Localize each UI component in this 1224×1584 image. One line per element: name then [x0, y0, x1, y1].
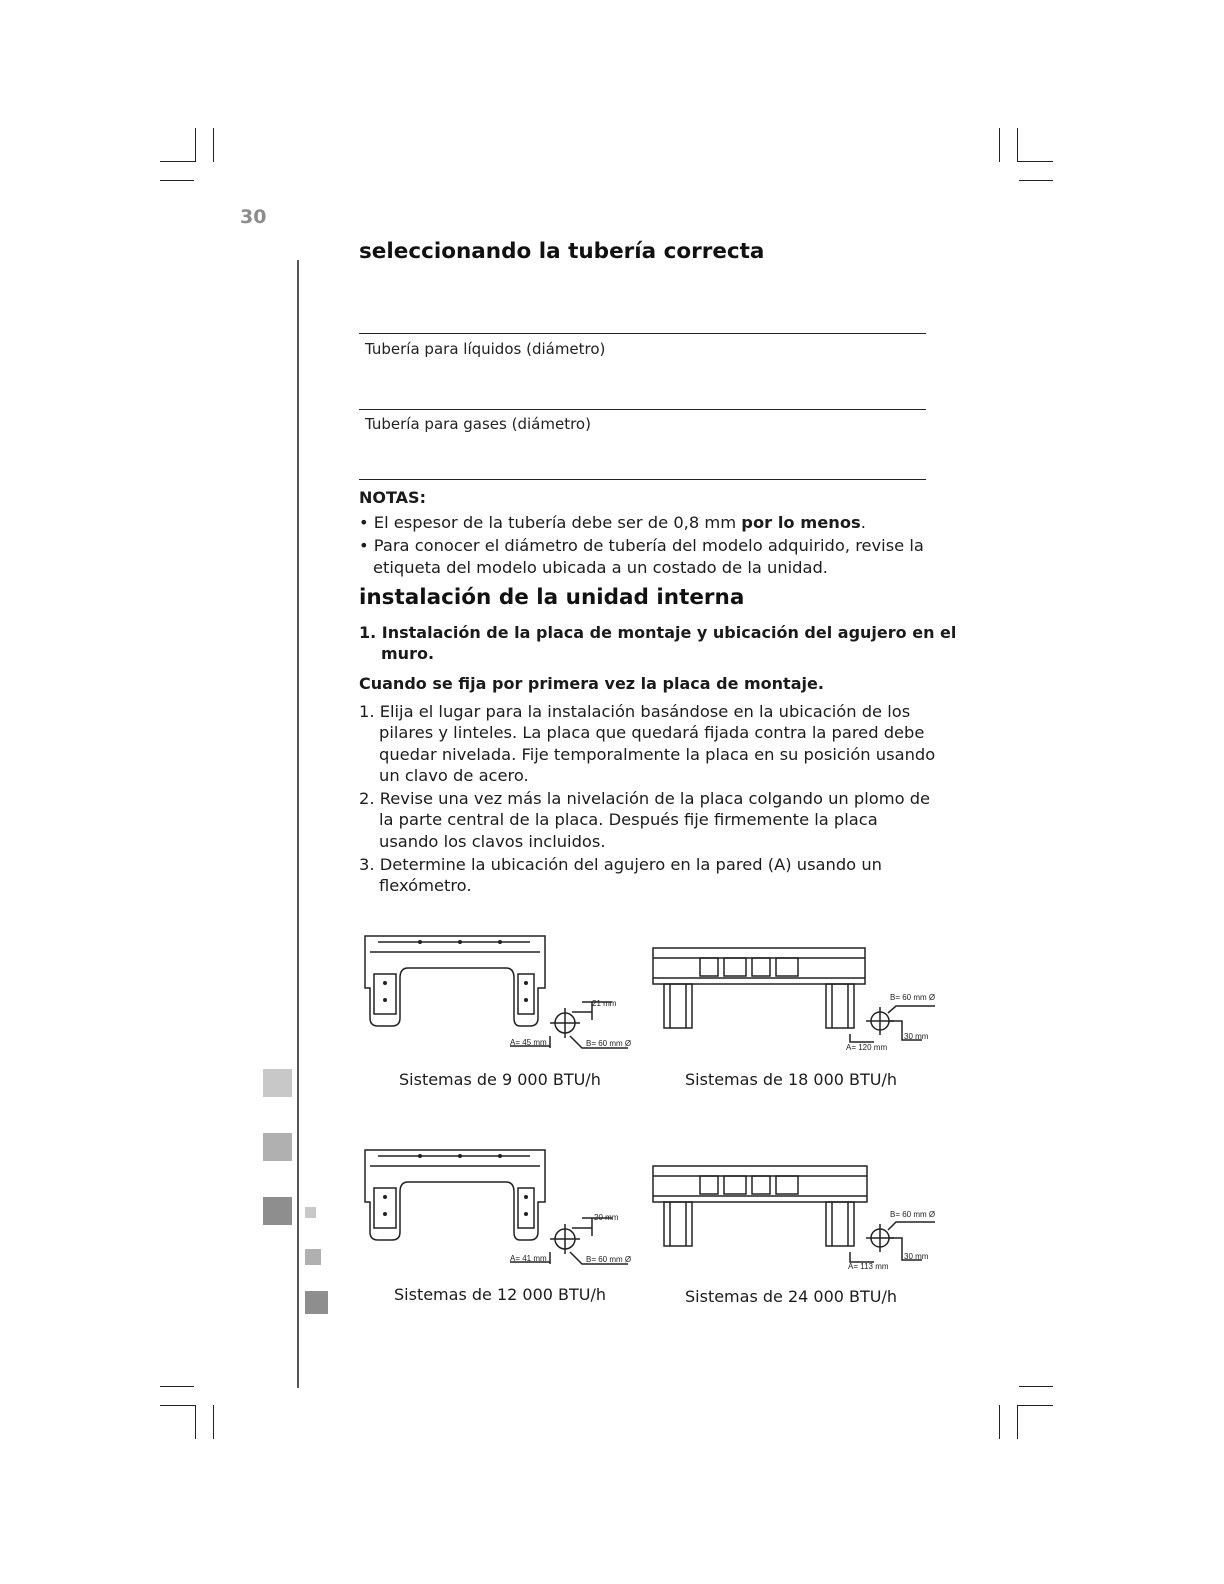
figure-caption: Sistemas de 9 000 BTU/h: [399, 1070, 601, 1089]
margin-rule: [297, 260, 299, 1388]
mounting-plate-diagram-9000: [360, 928, 640, 1056]
step-item: 2. Revise una vez más la nivelación de la placa colgando un plomo de la parte central de la placa. Después fije firmemente la placa usando los clavos incluidos.: [359, 789, 931, 851]
dim-label: A= 113 mm: [848, 1262, 889, 1271]
page-number: 30: [240, 206, 267, 228]
mounting-plate-diagram-12000: [360, 1142, 640, 1270]
dim-label: 30 mm: [904, 1032, 929, 1041]
table-row-liquid: Tubería para líquidos (diámetro): [365, 340, 606, 358]
swatch-mid: [263, 1133, 292, 1161]
dim-label: B= 60 mm Ø: [890, 1210, 935, 1219]
step-subtitle: Cuando se fija por primera vez la placa de montaje.: [359, 674, 824, 693]
dim-label: 21 mm: [592, 999, 617, 1008]
dim-label: A= 41 mm: [510, 1254, 547, 1263]
dim-label: 20 mm: [594, 1213, 619, 1222]
mounting-plate-diagram-18000: [650, 944, 935, 1052]
dim-label: B= 60 mm Ø: [586, 1255, 632, 1264]
table-row-gas: Tubería para gases (diámetro): [365, 415, 591, 433]
swatch-light: [263, 1069, 292, 1097]
dim-label: A= 120 mm: [846, 1043, 888, 1052]
section-title-pipe: seleccionando la tubería correcta: [359, 239, 765, 264]
notes-title: NOTAS:: [359, 488, 426, 507]
mounting-plate-diagram-24000: [650, 1162, 935, 1272]
note-item: • El espesor de la tubería debe ser de 0,8 mm por lo menos.: [359, 513, 866, 532]
swatch-dark: [263, 1197, 292, 1225]
swatch-small-dark: [305, 1291, 328, 1314]
swatch-small-light: [305, 1207, 316, 1218]
step-item: 1. Elija el lugar para la instalación basándose en la ubicación de los pilares y linteles. La placa que quedará fijada contra la pared debe quedar nivelada. Fije temporalmente la placa en su posición usando un clavo de acero.: [359, 702, 936, 785]
note-item: • Para conocer el diámetro de tubería del modelo adquirido, revise la etiqueta del modelo ubicada a un costado de la unidad.: [359, 536, 924, 577]
swatch-small-mid: [305, 1249, 321, 1265]
figure-caption: Sistemas de 12 000 BTU/h: [394, 1285, 607, 1304]
figure-caption: Sistemas de 18 000 BTU/h: [685, 1070, 898, 1089]
figure-caption: Sistemas de 24 000 BTU/h: [685, 1287, 898, 1306]
dim-label: 30 mm: [904, 1252, 929, 1261]
steps-list: [359, 701, 939, 899]
step-title: 1. Instalación de la placa de montaje y ubicación del agujero en el muro.: [359, 623, 957, 663]
dim-label: A= 45 mm: [510, 1038, 547, 1047]
notes-list: [359, 512, 939, 580]
step-item: 3. Determine la ubicación del agujero en la pared (A) usando un flexómetro.: [359, 855, 882, 896]
dim-label: B= 60 mm Ø: [890, 993, 935, 1002]
dim-label: B= 60 mm Ø: [586, 1039, 632, 1048]
section-title-install: instalación de la unidad interna: [359, 585, 745, 610]
